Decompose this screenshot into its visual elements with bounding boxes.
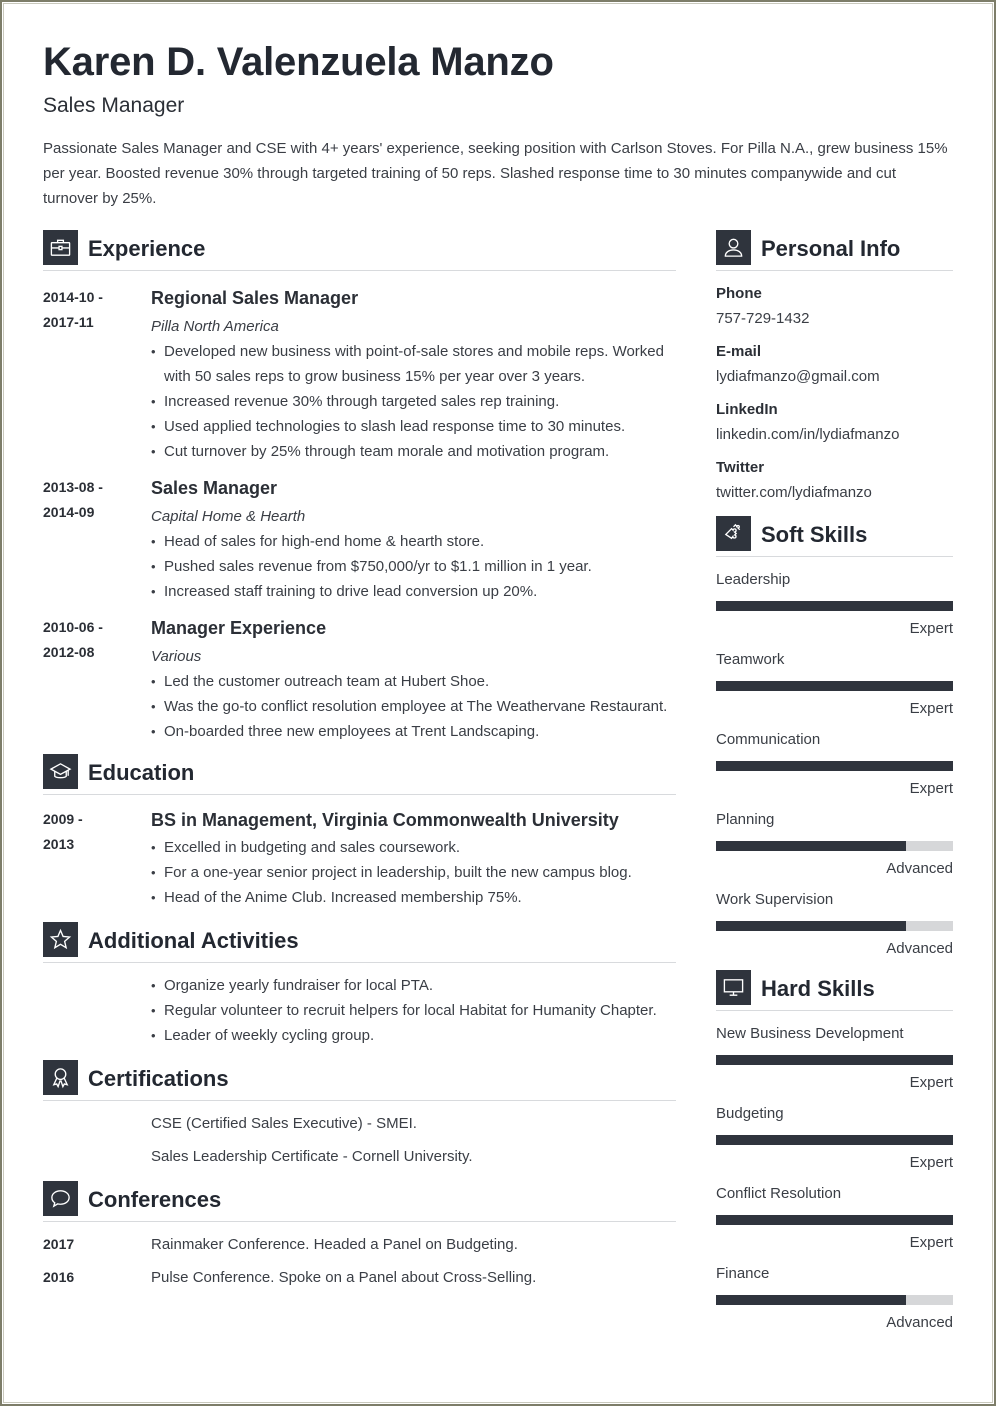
bullet-item: • Used applied technologies to slash lead response time to 30 minutes. bbox=[151, 414, 676, 439]
skill-level: Advanced bbox=[886, 860, 953, 877]
entry-date bbox=[43, 807, 143, 857]
linkedin-item bbox=[716, 400, 953, 445]
skill-bar-fill bbox=[716, 601, 953, 611]
info-label: LinkedIn bbox=[716, 401, 778, 418]
bullet-list bbox=[151, 973, 676, 1048]
skill-item bbox=[716, 570, 953, 639]
bullet-list bbox=[151, 669, 676, 744]
bullet-item: • Organize yearly fundraiser for local PTA. bbox=[151, 973, 676, 998]
skill-name: Communication bbox=[716, 731, 821, 748]
experience-entry bbox=[43, 285, 676, 464]
skill-bar bbox=[716, 1215, 953, 1225]
education-section bbox=[43, 754, 676, 910]
bullet-item: • Increased revenue 30% through targeted sales rep training. bbox=[151, 389, 676, 414]
activities-section bbox=[43, 922, 676, 1048]
entry-date bbox=[43, 475, 143, 525]
section-header bbox=[716, 970, 953, 1011]
skill-bar-fill bbox=[716, 681, 953, 691]
job-title: Sales Manager bbox=[151, 478, 278, 498]
skill-name: Finance bbox=[716, 1265, 770, 1282]
skill-name: Budgeting bbox=[716, 1105, 784, 1122]
briefcase-icon bbox=[43, 230, 78, 265]
certifications-section bbox=[43, 1060, 676, 1169]
company-name: Pilla North America bbox=[151, 318, 279, 335]
bullet-item: • Head of sales for high-end home & hearth store. bbox=[151, 529, 676, 554]
bullet-item: • For a one-year senior project in leadership, built the new campus blog. bbox=[151, 860, 676, 885]
candidate-name: Karen D. Valenzuela Manzo bbox=[43, 40, 554, 84]
soft-skills-section bbox=[716, 516, 953, 959]
monitor-icon bbox=[716, 970, 751, 1005]
skill-bar bbox=[716, 681, 953, 691]
date-end: 2014-09 bbox=[43, 504, 95, 520]
skill-name: Teamwork bbox=[716, 651, 785, 668]
personal-info-section bbox=[716, 230, 953, 503]
bullet-item: • Led the customer outreach team at Hubert Shoe. bbox=[151, 669, 676, 694]
certification-item: Sales Leadership Certificate - Cornell University. bbox=[151, 1148, 473, 1165]
right-column bbox=[716, 230, 953, 1344]
speech-bubble-icon bbox=[43, 1181, 78, 1216]
certifications-entry bbox=[43, 1111, 676, 1169]
skill-bar bbox=[716, 761, 953, 771]
info-label: E-mail bbox=[716, 343, 762, 360]
email-item bbox=[716, 342, 953, 387]
section-header bbox=[43, 230, 676, 271]
section-title: Experience bbox=[88, 236, 206, 261]
job-title: Regional Sales Manager bbox=[151, 288, 359, 308]
twitter-link[interactable]: twitter.com/lydiafmanzo bbox=[716, 484, 872, 501]
section-title: Personal Info bbox=[761, 236, 901, 261]
hard-skills-section bbox=[716, 970, 953, 1333]
bullet-item: • Leader of weekly cycling group. bbox=[151, 1023, 676, 1048]
skill-name: Planning bbox=[716, 811, 775, 828]
section-header bbox=[43, 1181, 676, 1222]
skill-item bbox=[716, 1184, 953, 1253]
skill-item bbox=[716, 650, 953, 719]
date-end: 2012-08 bbox=[43, 644, 95, 660]
skill-name: Conflict Resolution bbox=[716, 1185, 842, 1202]
section-title: Conferences bbox=[88, 1187, 222, 1212]
skill-bar bbox=[716, 601, 953, 611]
conference-entry bbox=[43, 1232, 676, 1257]
entry-date bbox=[43, 615, 143, 665]
date-start: 2013-08 - bbox=[43, 479, 103, 495]
bullet-item: • Increased staff training to drive lead conversion up 20%. bbox=[151, 579, 676, 604]
skill-item bbox=[716, 730, 953, 799]
info-label: Phone bbox=[716, 285, 762, 302]
skill-level: Expert bbox=[909, 1234, 953, 1251]
conference-entry bbox=[43, 1265, 676, 1290]
date-end: 2013 bbox=[43, 836, 75, 852]
bullet-list bbox=[151, 339, 676, 464]
bullet-list bbox=[151, 835, 676, 910]
skill-bar bbox=[716, 921, 953, 931]
skill-bar-fill bbox=[716, 1135, 953, 1145]
left-column bbox=[43, 230, 676, 1290]
job-title: Manager Experience bbox=[151, 618, 327, 638]
conference-year: 2017 bbox=[43, 1236, 75, 1252]
experience-entry bbox=[43, 615, 676, 744]
bullet-list bbox=[151, 529, 676, 604]
skill-item bbox=[716, 1264, 953, 1333]
bullet-item: • Developed new business with point-of-sale stores and mobile reps. Worked with 50 sales reps to grow business 15% per year over 3 years. bbox=[151, 339, 676, 389]
conference-text: Rainmaker Conference. Headed a Panel on Budgeting. bbox=[151, 1236, 518, 1253]
date-start: 2014-10 - bbox=[43, 289, 103, 305]
conference-text: Pulse Conference. Spoke on a Panel about Cross-Selling. bbox=[151, 1269, 537, 1286]
conferences-section bbox=[43, 1181, 676, 1290]
section-title: Soft Skills bbox=[761, 522, 868, 547]
certification-item: CSE (Certified Sales Executive) - SMEI. bbox=[151, 1115, 417, 1132]
date-end: 2017-11 bbox=[43, 314, 94, 330]
section-header bbox=[43, 1060, 676, 1101]
summary-paragraph: Passionate Sales Manager and CSE with 4+ years' experience, seeking position with Carlson Stoves. For Pilla N.A., grew business 15% per year. Boosted revenue 30% through targeted training of 50 reps. Slashed response time to 30 minutes companywide and cut turnover by 25%. bbox=[43, 140, 948, 207]
bullet-item: • Was the go-to conflict resolution employee at The Weathervane Restaurant. bbox=[151, 694, 676, 719]
info-label: Twitter bbox=[716, 459, 765, 476]
skill-bar-fill bbox=[716, 1295, 906, 1305]
email-value[interactable]: lydiafmanzo@gmail.com bbox=[716, 368, 880, 385]
skill-name: Work Supervision bbox=[716, 891, 834, 908]
skill-level: Expert bbox=[909, 700, 953, 717]
skill-item bbox=[716, 1024, 953, 1093]
activities-entry bbox=[43, 973, 676, 1048]
section-header bbox=[716, 516, 953, 557]
bullet-item: • Excelled in budgeting and sales coursework. bbox=[151, 835, 676, 860]
puzzle-piece-icon bbox=[716, 516, 751, 551]
skill-bar-fill bbox=[716, 761, 953, 771]
section-title: Additional Activities bbox=[88, 928, 299, 953]
experience-section bbox=[43, 230, 676, 744]
skill-level: Advanced bbox=[886, 1314, 953, 1331]
entry-date bbox=[43, 285, 143, 335]
skill-item bbox=[716, 810, 953, 879]
bullet-item: • Cut turnover by 25% through team morale and motivation program. bbox=[151, 439, 676, 464]
skill-name: Leadership bbox=[716, 571, 791, 588]
skill-level: Expert bbox=[909, 780, 953, 797]
section-title: Certifications bbox=[88, 1066, 229, 1091]
skill-level: Advanced bbox=[886, 940, 953, 957]
date-start: 2009 - bbox=[43, 811, 83, 827]
section-header bbox=[43, 922, 676, 963]
award-ribbon-icon bbox=[43, 1060, 78, 1095]
skill-bar bbox=[716, 1135, 953, 1145]
company-name: Capital Home & Hearth bbox=[151, 508, 306, 525]
section-header bbox=[716, 230, 953, 271]
skill-name: New Business Development bbox=[716, 1025, 904, 1042]
linkedin-link[interactable]: linkedin.com/in/lydiafmanzo bbox=[716, 426, 900, 443]
phone-value: 757-729-1432 bbox=[716, 310, 810, 327]
education-entry bbox=[43, 807, 676, 910]
twitter-item bbox=[716, 458, 953, 503]
skill-bar bbox=[716, 1295, 953, 1305]
skill-bar-fill bbox=[716, 1055, 953, 1065]
section-title: Hard Skills bbox=[761, 976, 875, 1001]
star-icon bbox=[43, 922, 78, 957]
section-header bbox=[43, 754, 676, 795]
skill-bar bbox=[716, 1055, 953, 1065]
company-name: Various bbox=[151, 648, 202, 665]
skill-bar-fill bbox=[716, 921, 906, 931]
date-start: 2010-06 - bbox=[43, 619, 103, 635]
skill-bar-fill bbox=[716, 841, 906, 851]
experience-entry bbox=[43, 475, 676, 604]
degree-title: BS in Management, Virginia Commonwealth University bbox=[151, 810, 619, 830]
skill-bar-fill bbox=[716, 1215, 953, 1225]
bullet-item: • Head of the Anime Club. Increased membership 75%. bbox=[151, 885, 676, 910]
skill-level: Expert bbox=[909, 1074, 953, 1091]
user-icon bbox=[716, 230, 751, 265]
skill-item bbox=[716, 890, 953, 959]
conference-year: 2016 bbox=[43, 1269, 75, 1285]
skill-level: Expert bbox=[909, 620, 953, 637]
skill-level: Expert bbox=[909, 1154, 953, 1171]
bullet-item: • On-boarded three new employees at Trent Landscaping. bbox=[151, 719, 676, 744]
bullet-item: • Pushed sales revenue from $750,000/yr to $1.1 million in 1 year. bbox=[151, 554, 676, 579]
skill-item bbox=[716, 1104, 953, 1173]
graduation-cap-icon bbox=[43, 754, 78, 789]
skill-bar bbox=[716, 841, 953, 851]
section-title: Education bbox=[88, 760, 195, 785]
bullet-item: • Regular volunteer to recruit helpers for local Habitat for Humanity Chapter. bbox=[151, 998, 676, 1023]
candidate-title: Sales Manager bbox=[43, 94, 185, 117]
phone-item bbox=[716, 284, 953, 329]
